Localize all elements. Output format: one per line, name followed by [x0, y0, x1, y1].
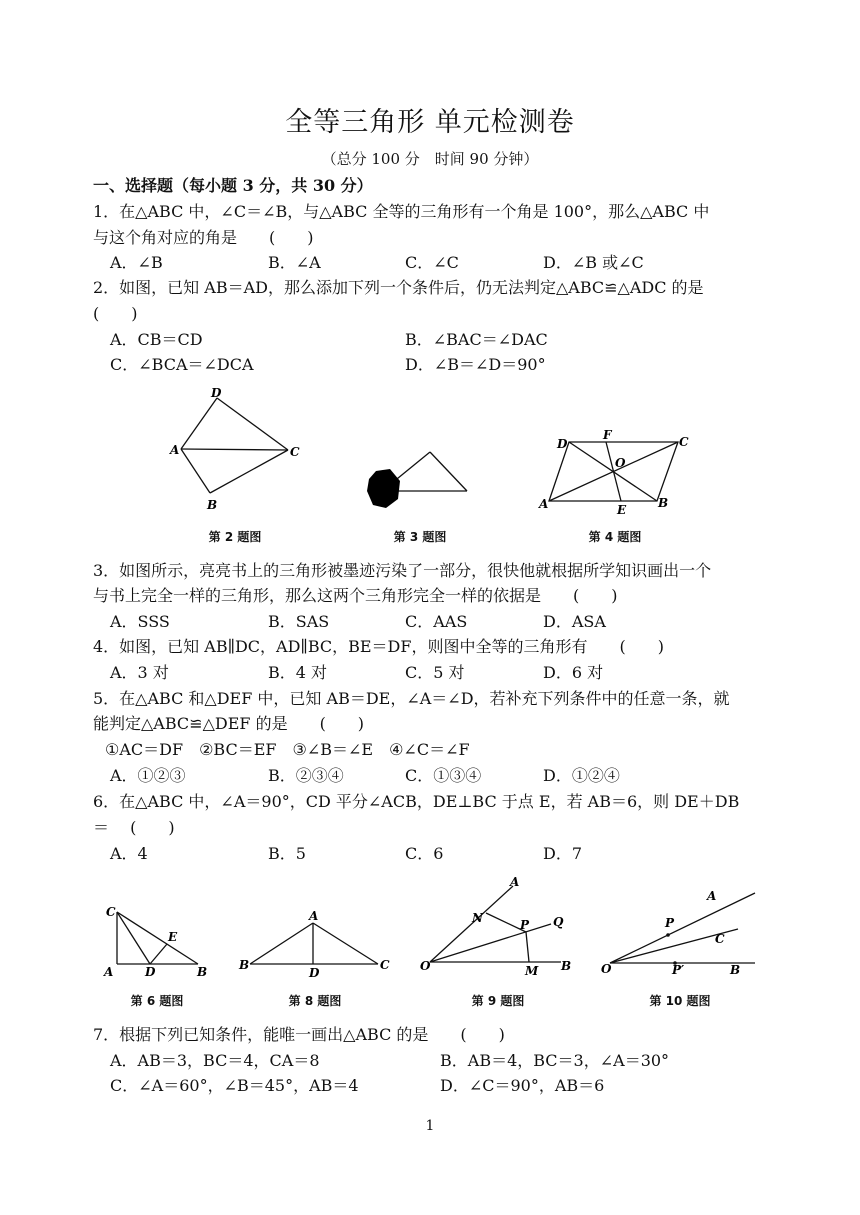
question-1-line-2: 与这个角对应的角是 ( ) — [93, 228, 314, 247]
q4-option-a: A．3 对 — [110, 663, 169, 682]
question-3-line-1: 3．如图所示，亮亮书上的三角形被墨迹污染了一部分，很快他就根据所学知识画出一个 — [93, 561, 712, 580]
fig9-label-q: Q — [553, 915, 564, 929]
q5-option-b: B．②③④ — [268, 766, 344, 785]
question-4-line-1: 4．如图，已知 AB∥DC，AD∥BC，BE＝DF，则图中全等的三角形有 ( ) — [93, 637, 664, 656]
q2-option-b: B．∠BAC＝∠DAC — [405, 330, 548, 349]
point-p — [666, 933, 670, 937]
question-5-conditions: ①AC＝DF ②BC＝EF ③∠B＝∠E ④∠C＝∠F — [105, 740, 470, 759]
figure-4 — [535, 428, 695, 518]
fig8-label-c: C — [380, 958, 390, 972]
question-7-line-1: 7．根据下列已知条件，能唯一画出△ABC 的是 ( ) — [93, 1025, 505, 1044]
q4-option-b: B．4 对 — [268, 663, 328, 682]
q6-option-b: B．5 — [268, 844, 306, 863]
question-6-line-2: ＝ ( ) — [93, 818, 175, 837]
page-subtitle: （总分 100 分 时间 90 分钟） — [321, 150, 539, 168]
question-2-line-2: ( ) — [93, 304, 138, 323]
q5-option-a: A．①②③ — [110, 766, 186, 785]
figure-10 — [595, 880, 770, 980]
fig4-label-b: B — [658, 496, 669, 510]
q7-option-a: A．AB＝3，BC＝4，CA＝8 — [110, 1051, 320, 1070]
fig4-label-c: C — [679, 435, 689, 449]
fig8-label-d: D — [309, 966, 320, 980]
figure-8-caption: 第 8 题图 — [288, 994, 342, 1008]
q2-option-d: D．∠B＝∠D＝90° — [405, 355, 546, 374]
figure-6-caption: 第 6 题图 — [130, 994, 184, 1008]
fig8-label-a: A — [309, 909, 319, 923]
fig4-label-o: O — [615, 456, 626, 470]
q3-option-d: D．ASA — [543, 612, 606, 631]
fig4-label-e: E — [617, 503, 627, 517]
question-5-line-1: 5．在△ABC 和△DEF 中，已知 AB＝DE，∠A＝∠D，若补充下列条件中的任意一条，就 — [93, 689, 730, 708]
q4-option-d: D．6 对 — [543, 663, 604, 682]
q1-option-b: B．∠A — [268, 253, 321, 272]
fig6-label-a: A — [104, 965, 114, 979]
page-number: 1 — [425, 1118, 435, 1134]
fig10-label-p-prime: P′ — [672, 963, 685, 977]
q7-option-c: C．∠A＝60°，∠B＝45°，AB＝4 — [110, 1076, 359, 1095]
question-6-line-1: 6．在△ABC 中，∠A＝90°，CD 平分∠ACB，DE⊥BC 于点 E，若 AB＝6，则 DE＋DB — [93, 792, 740, 811]
q3-option-a: A．SSS — [110, 612, 170, 631]
q4-option-c: C．5 对 — [405, 663, 465, 682]
fig9-label-m: M — [525, 964, 539, 978]
ink-blot-shape — [367, 469, 400, 508]
fig10-label-a: A — [707, 889, 717, 903]
fig6-label-b: B — [197, 965, 208, 979]
fig6-label-c: C — [106, 905, 116, 919]
figure-3-caption: 第 3 题图 — [393, 530, 447, 544]
fig2-label-b: B — [207, 498, 218, 512]
figure-10-caption: 第 10 题图 — [649, 994, 711, 1008]
fig4-label-f: F — [603, 428, 612, 442]
question-3-line-2: 与书上完全一样的三角形，那么这两个三角形完全一样的依据是 ( ) — [93, 586, 618, 605]
q1-option-a: A．∠B — [110, 253, 163, 272]
q6-option-c: C．6 — [405, 844, 444, 863]
question-1-line-1: 1．在△ABC 中，∠C＝∠B，与△ABC 全等的三角形有一个角是 100°，那么△ABC 中 — [93, 202, 710, 221]
fig9-label-a: A — [510, 875, 520, 889]
fig2-label-a: A — [170, 443, 180, 457]
q6-option-a: A．4 — [110, 844, 148, 863]
fig6-label-e: E — [168, 930, 178, 944]
fig10-label-c: C — [715, 932, 725, 946]
fig10-label-b: B — [730, 963, 741, 977]
fig9-label-b: B — [561, 959, 572, 973]
fig2-label-d: D — [211, 386, 222, 400]
fig9-label-n: N — [472, 911, 483, 925]
q7-option-d: D．∠C＝90°，AB＝6 — [440, 1076, 605, 1095]
fig4-label-d: D — [557, 437, 568, 451]
q3-option-c: C．AAS — [405, 612, 468, 631]
fig8-label-b: B — [239, 958, 250, 972]
q5-option-c: C．①③④ — [405, 766, 482, 785]
fig10-label-p: P — [665, 916, 675, 930]
q1-option-c: C．∠C — [405, 253, 459, 272]
figure-2 — [165, 383, 305, 513]
question-2-line-1: 2．如图，已知 AB＝AD，那么添加下列一个条件后，仍无法判定△ABC≌△ADC 的是 — [93, 278, 704, 297]
section-heading: 一、选择题（每小题 3 分，共 30 分） — [93, 176, 373, 195]
figure-3 — [362, 445, 477, 515]
figure-6 — [100, 900, 215, 980]
fig10-label-o: O — [601, 962, 612, 976]
q5-option-d: D．①②④ — [543, 766, 620, 785]
figure-9 — [415, 870, 585, 980]
fig2-label-c: C — [290, 445, 300, 459]
q2-option-c: C．∠BCA＝∠DCA — [110, 355, 254, 374]
fig9-label-p: P — [520, 918, 530, 932]
q6-option-d: D．7 — [543, 844, 583, 863]
fig9-label-o: O — [420, 959, 431, 973]
question-5-line-2: 能判定△ABC≌△DEF 的是 ( ) — [93, 714, 365, 733]
page-title: 全等三角形 单元检测卷 — [285, 107, 575, 138]
figure-9-caption: 第 9 题图 — [471, 994, 525, 1008]
fig6-label-d: D — [145, 965, 156, 979]
figure-8 — [235, 905, 395, 980]
fig4-label-a: A — [539, 497, 549, 511]
q7-option-b: B．AB＝4，BC＝3，∠A＝30° — [440, 1051, 670, 1070]
q1-option-d: D．∠B 或∠C — [543, 253, 644, 272]
figure-2-caption: 第 2 题图 — [208, 530, 262, 544]
q3-option-b: B．SAS — [268, 612, 330, 631]
figure-4-caption: 第 4 题图 — [588, 530, 642, 544]
q2-option-a: A．CB＝CD — [110, 330, 203, 349]
